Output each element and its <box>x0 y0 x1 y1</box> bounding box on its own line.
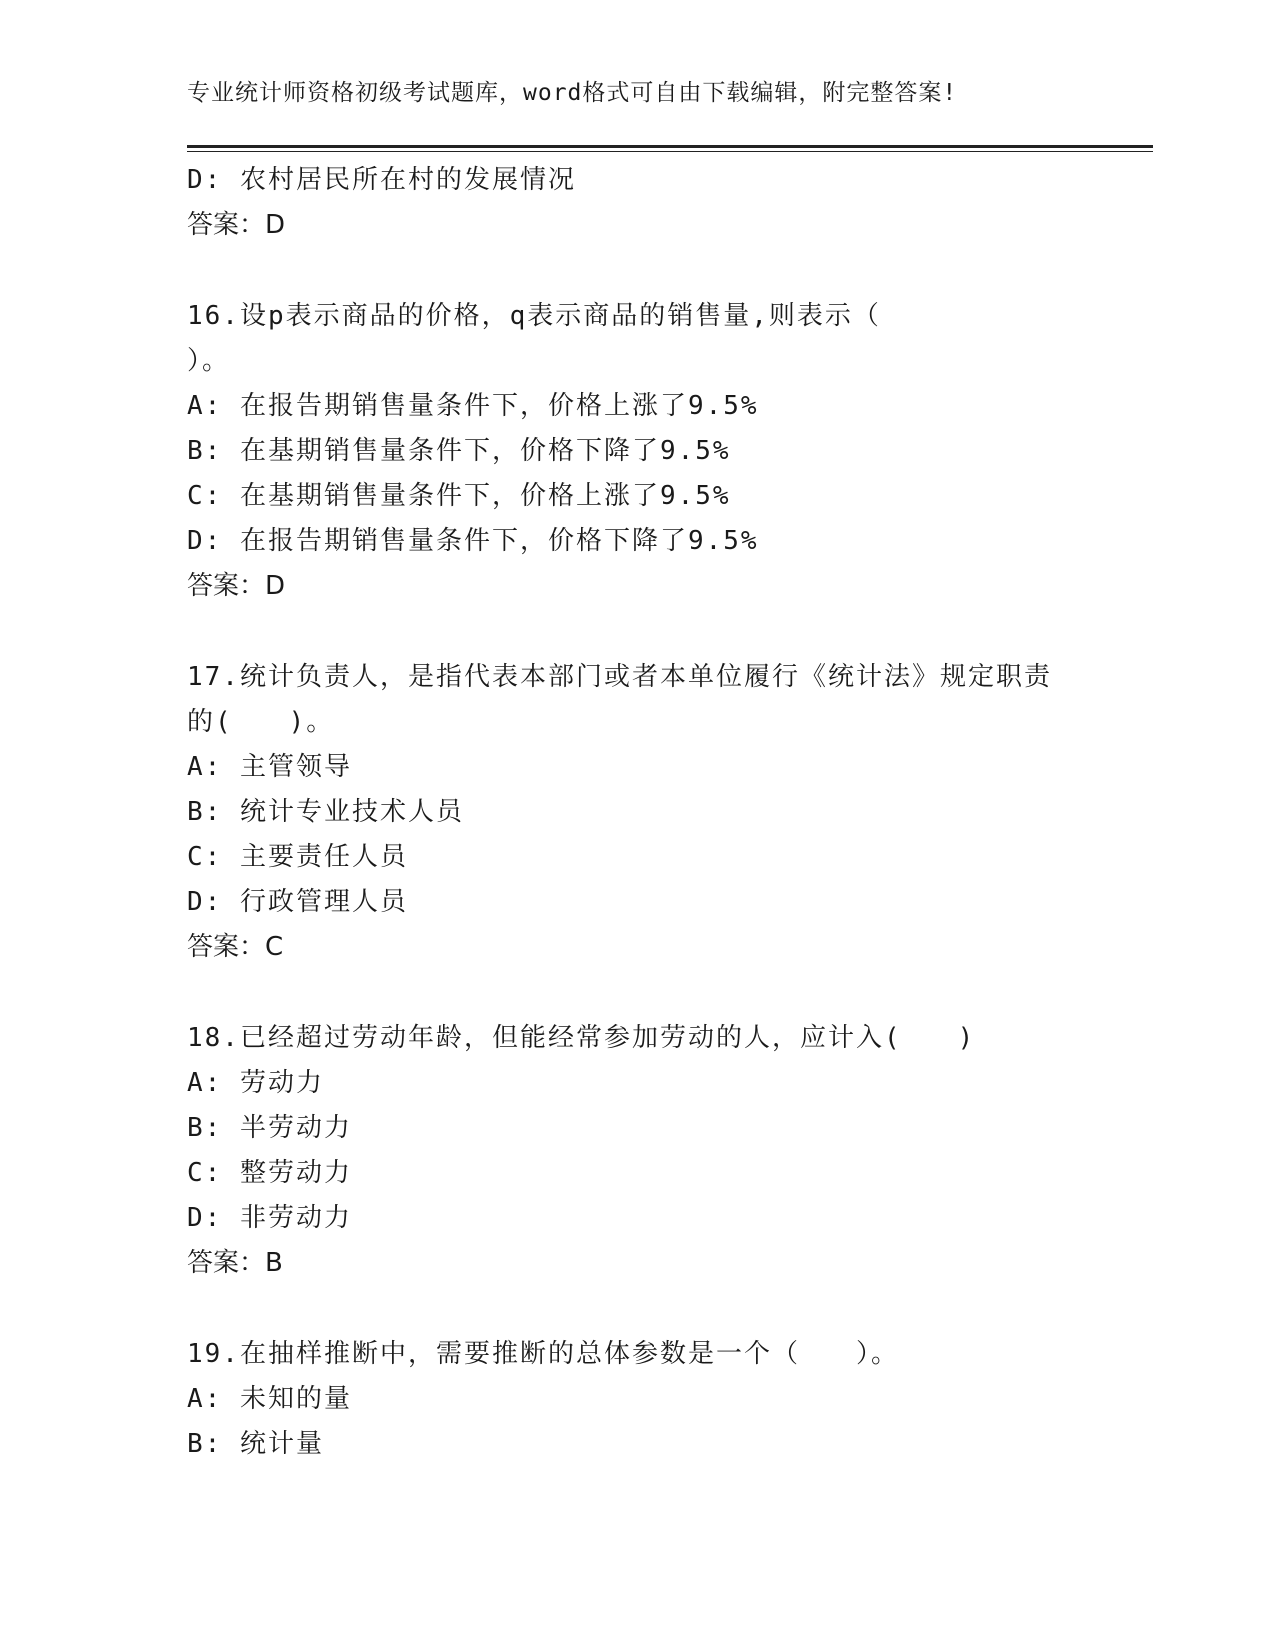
header-rule-thick <box>187 145 1153 148</box>
question-18-option-d: D: 非劳动力 <box>187 1203 352 1233</box>
question-17-option-b: B: 统计专业技术人员 <box>187 797 464 827</box>
header-rule-thin <box>187 151 1153 152</box>
question-17-option-c: C: 主要责任人员 <box>187 842 408 872</box>
question-18-answer: 答案：B <box>187 1248 283 1278</box>
question-19-stem-line1: 19.在抽样推断中，需要推断的总体参数是一个（ ）。 <box>187 1339 899 1369</box>
question-19-option-b: B: 统计量 <box>187 1429 324 1459</box>
question-18-stem-line1: 18.已经超过劳动年龄，但能经常参加劳动的人，应计入( ) <box>187 1023 976 1053</box>
question-list <box>187 158 1147 1467</box>
question-16-option-c: C: 在基期销售量条件下，价格上涨了9.5% <box>187 481 731 511</box>
question-17-option-d: D: 行政管理人员 <box>187 887 408 917</box>
question-16-stem-line2: ）。 <box>187 346 231 376</box>
question-17-stem-line1: 17.统计负责人，是指代表本部门或者本单位履行《统计法》规定职责 <box>187 662 1052 692</box>
page-header: 专业统计师资格初级考试题库，word格式可自由下载编辑，附完整答案! <box>187 80 958 106</box>
question-16-option-b: B: 在基期销售量条件下，价格下降了9.5% <box>187 436 731 466</box>
spacer <box>187 248 1147 294</box>
question-17-stem-line2: 的( )。 <box>187 707 335 737</box>
question-18-option-b: B: 半劳动力 <box>187 1113 352 1143</box>
question-16-option-a: A: 在报告期销售量条件下，价格上涨了9.5% <box>187 391 759 421</box>
question-17-option-a: A: 主管领导 <box>187 752 352 782</box>
spacer <box>187 970 1147 1016</box>
question-16-stem-line1: 16.设p表示商品的价格，q表示商品的销售量,则表示（ <box>187 301 881 331</box>
spacer <box>187 1286 1147 1332</box>
prev-option-d: D: 农村居民所在村的发展情况 <box>187 165 576 195</box>
question-18-option-a: A: 劳动力 <box>187 1068 324 1098</box>
question-17-answer: 答案：C <box>187 932 284 962</box>
prev-answer: 答案：D <box>187 210 286 240</box>
question-19-option-a: A: 未知的量 <box>187 1384 352 1414</box>
question-18-option-c: C: 整劳动力 <box>187 1158 352 1188</box>
spacer <box>187 609 1147 655</box>
question-16-answer: 答案：D <box>187 571 286 601</box>
question-16-option-d: D: 在报告期销售量条件下，价格下降了9.5% <box>187 526 759 556</box>
